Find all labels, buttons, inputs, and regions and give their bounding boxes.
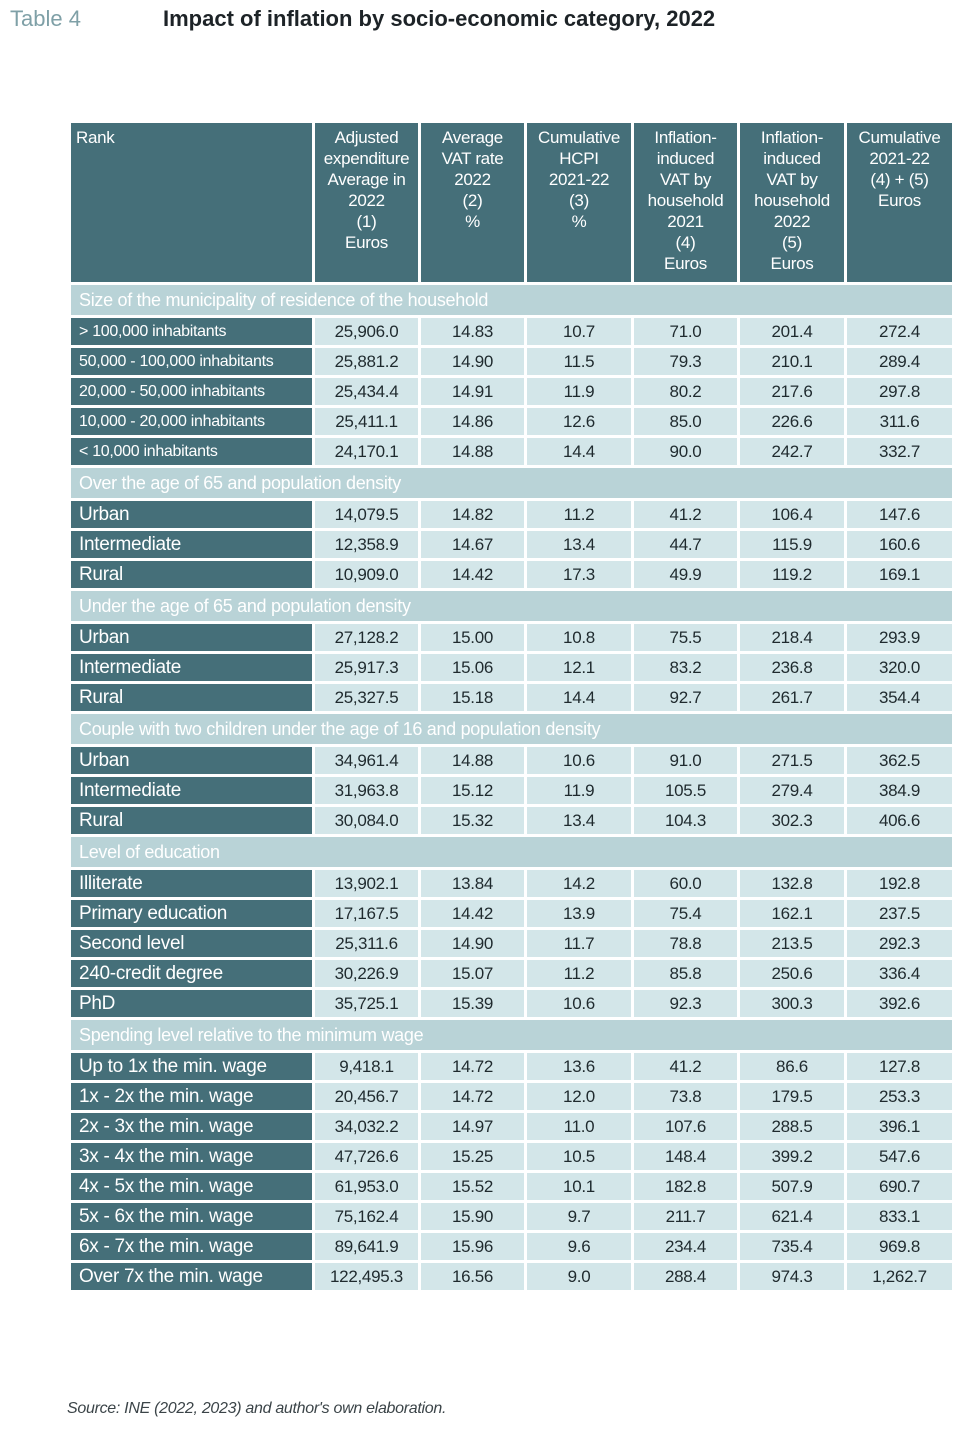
table-cell: 9.7 <box>526 1202 633 1232</box>
table-row <box>70 1172 954 1202</box>
table-cell: 332.7 <box>846 437 954 467</box>
section-row <box>70 467 954 500</box>
table-cell: 13.6 <box>526 1052 633 1082</box>
table-cell: 288.5 <box>739 1112 846 1142</box>
table-row <box>70 959 954 989</box>
table-cell: 14.4 <box>526 437 633 467</box>
table-cell: 15.52 <box>420 1172 526 1202</box>
table-cell: 735.4 <box>739 1232 846 1262</box>
table-cell: 80.2 <box>633 377 739 407</box>
table-cell: 15.39 <box>420 989 526 1019</box>
table-cell: 92.7 <box>633 683 739 713</box>
row-label: Rural <box>70 683 314 713</box>
table-cell: 160.6 <box>846 530 954 560</box>
table-cell: 13,902.1 <box>314 869 420 899</box>
table-cell: 34,961.4 <box>314 746 420 776</box>
table-cell: 12.6 <box>526 407 633 437</box>
table-cell: 14.2 <box>526 869 633 899</box>
table-cell: 14.88 <box>420 437 526 467</box>
section-row <box>70 284 954 317</box>
table-cell: 91.0 <box>633 746 739 776</box>
section-title: Level of education <box>70 836 954 869</box>
table-cell: 384.9 <box>846 776 954 806</box>
table-cell: 35,725.1 <box>314 989 420 1019</box>
table-row <box>70 806 954 836</box>
row-label: 4x - 5x the min. wage <box>70 1172 314 1202</box>
table-cell: 9.6 <box>526 1232 633 1262</box>
table-cell: 271.5 <box>739 746 846 776</box>
table-cell: 115.9 <box>739 530 846 560</box>
row-label: > 100,000 inhabitants <box>70 317 314 347</box>
table-cell: 289.4 <box>846 347 954 377</box>
table-row <box>70 1112 954 1142</box>
table-cell: 162.1 <box>739 899 846 929</box>
table-cell: 147.6 <box>846 500 954 530</box>
table-row <box>70 407 954 437</box>
table-cell: 16.56 <box>420 1262 526 1292</box>
table-cell: 132.8 <box>739 869 846 899</box>
table-cell: 75,162.4 <box>314 1202 420 1232</box>
table-cell: 11.9 <box>526 377 633 407</box>
table-cell: 234.4 <box>633 1232 739 1262</box>
table-cell: 13.84 <box>420 869 526 899</box>
table-cell: 12.1 <box>526 653 633 683</box>
inflation-impact-table <box>68 120 955 1293</box>
table-row <box>70 989 954 1019</box>
table-cell: 292.3 <box>846 929 954 959</box>
table-cell: 25,881.2 <box>314 347 420 377</box>
table-cell: 201.4 <box>739 317 846 347</box>
table-cell: 49.9 <box>633 560 739 590</box>
column-header-row <box>70 122 954 284</box>
table-row <box>70 653 954 683</box>
table-cell: 10,909.0 <box>314 560 420 590</box>
table-cell: 41.2 <box>633 500 739 530</box>
table-cell: 127.8 <box>846 1052 954 1082</box>
table-cell: 25,917.3 <box>314 653 420 683</box>
table-cell: 14.83 <box>420 317 526 347</box>
table-cell: 30,084.0 <box>314 806 420 836</box>
table-cell: 507.9 <box>739 1172 846 1202</box>
table-cell: 354.4 <box>846 683 954 713</box>
table-cell: 1,262.7 <box>846 1262 954 1292</box>
row-label: Primary education <box>70 899 314 929</box>
table-cell: 336.4 <box>846 959 954 989</box>
table-cell: 10.8 <box>526 623 633 653</box>
table-row <box>70 869 954 899</box>
table-cell: 15.07 <box>420 959 526 989</box>
table-cell: 20,456.7 <box>314 1082 420 1112</box>
table-cell: 14.90 <box>420 929 526 959</box>
table-cell: 210.1 <box>739 347 846 377</box>
row-label: Up to 1x the min. wage <box>70 1052 314 1082</box>
table-cell: 31,963.8 <box>314 776 420 806</box>
table-cell: 11.9 <box>526 776 633 806</box>
table-cell: 10.1 <box>526 1172 633 1202</box>
table-cell: 75.4 <box>633 899 739 929</box>
table-row <box>70 1142 954 1172</box>
table-cell: 218.4 <box>739 623 846 653</box>
section-row <box>70 713 954 746</box>
table-cell: 10.5 <box>526 1142 633 1172</box>
table-row <box>70 317 954 347</box>
table-cell: 297.8 <box>846 377 954 407</box>
table-cell: 169.1 <box>846 560 954 590</box>
row-label: Intermediate <box>70 653 314 683</box>
table-cell: 12,358.9 <box>314 530 420 560</box>
table-cell: 547.6 <box>846 1142 954 1172</box>
table-cell: 41.2 <box>633 1052 739 1082</box>
table-cell: 213.5 <box>739 929 846 959</box>
row-label: Urban <box>70 746 314 776</box>
section-title: Under the age of 65 and population density <box>70 590 954 623</box>
table-cell: 237.5 <box>846 899 954 929</box>
table-cell: 15.25 <box>420 1142 526 1172</box>
table-cell: 13.4 <box>526 806 633 836</box>
table-cell: 15.00 <box>420 623 526 653</box>
table-cell: 14.72 <box>420 1052 526 1082</box>
table-cell: 261.7 <box>739 683 846 713</box>
table-row <box>70 1262 954 1292</box>
table-cell: 621.4 <box>739 1202 846 1232</box>
table-row <box>70 683 954 713</box>
table-cell: 399.2 <box>739 1142 846 1172</box>
table-cell: 392.6 <box>846 989 954 1019</box>
table-cell: 14.4 <box>526 683 633 713</box>
table-cell: 14.82 <box>420 500 526 530</box>
table-cell: 11.2 <box>526 500 633 530</box>
row-label: 2x - 3x the min. wage <box>70 1112 314 1142</box>
table-cell: 690.7 <box>846 1172 954 1202</box>
table-cell: 14.88 <box>420 746 526 776</box>
table-cell: 217.6 <box>739 377 846 407</box>
section-row <box>70 590 954 623</box>
table-cell: 10.6 <box>526 746 633 776</box>
table-cell: 13.4 <box>526 530 633 560</box>
table-row <box>70 560 954 590</box>
row-label: Second level <box>70 929 314 959</box>
row-label: Urban <box>70 500 314 530</box>
table-cell: 14,079.5 <box>314 500 420 530</box>
section-title: Spending level relative to the minimum wage <box>70 1019 954 1052</box>
table-cell: 15.06 <box>420 653 526 683</box>
table-cell: 14.42 <box>420 560 526 590</box>
table-cell: 34,032.2 <box>314 1112 420 1142</box>
row-label: PhD <box>70 989 314 1019</box>
table-cell: 9,418.1 <box>314 1052 420 1082</box>
table-cell: 250.6 <box>739 959 846 989</box>
row-label: 10,000 - 20,000 inhabitants <box>70 407 314 437</box>
table-cell: 974.3 <box>739 1262 846 1292</box>
table-cell: 969.8 <box>846 1232 954 1262</box>
table-cell: 14.91 <box>420 377 526 407</box>
table-cell: 15.18 <box>420 683 526 713</box>
table-cell: 293.9 <box>846 623 954 653</box>
table-cell: 44.7 <box>633 530 739 560</box>
table-cell: 61,953.0 <box>314 1172 420 1202</box>
table-row <box>70 377 954 407</box>
table-cell: 288.4 <box>633 1262 739 1292</box>
table-cell: 85.8 <box>633 959 739 989</box>
table-cell: 25,906.0 <box>314 317 420 347</box>
table-row <box>70 899 954 929</box>
table-cell: 60.0 <box>633 869 739 899</box>
table-body <box>70 284 954 1292</box>
table-cell: 279.4 <box>739 776 846 806</box>
column-header-average-vat-rate: Average VAT rate 2022 (2) % <box>420 122 526 284</box>
table-row <box>70 623 954 653</box>
table-cell: 14.72 <box>420 1082 526 1112</box>
table-header <box>0 0 969 44</box>
table-row <box>70 530 954 560</box>
row-label: Urban <box>70 623 314 653</box>
row-label: Illiterate <box>70 869 314 899</box>
table-cell: 833.1 <box>846 1202 954 1232</box>
row-label: 5x - 6x the min. wage <box>70 1202 314 1232</box>
table-cell: 148.4 <box>633 1142 739 1172</box>
table-cell: 14.86 <box>420 407 526 437</box>
table-cell: 226.6 <box>739 407 846 437</box>
row-label: 6x - 7x the min. wage <box>70 1232 314 1262</box>
table-cell: 11.2 <box>526 959 633 989</box>
table-cell: 272.4 <box>846 317 954 347</box>
table-cell: 89,641.9 <box>314 1232 420 1262</box>
table-cell: 15.96 <box>420 1232 526 1262</box>
section-title: Couple with two children under the age of 16 and population density <box>70 713 954 746</box>
table-cell: 47,726.6 <box>314 1142 420 1172</box>
table-cell: 107.6 <box>633 1112 739 1142</box>
source-note: Source: INE (2022, 2023) and author's own elaboration. <box>67 1400 447 1417</box>
section-row <box>70 836 954 869</box>
section-title: Size of the municipality of residence of the household <box>70 284 954 317</box>
table-cell: 30,226.9 <box>314 959 420 989</box>
table-cell: 14.67 <box>420 530 526 560</box>
table-number-label: Table 4 <box>10 6 81 31</box>
table-cell: 12.0 <box>526 1082 633 1112</box>
table-cell: 242.7 <box>739 437 846 467</box>
table-cell: 24,170.1 <box>314 437 420 467</box>
column-header-vat-2022: Inflation- induced VAT by household 2022 (5) Euros <box>739 122 846 284</box>
table-cell: 11.0 <box>526 1112 633 1142</box>
table-cell: 396.1 <box>846 1112 954 1142</box>
table-row <box>70 500 954 530</box>
table-cell: 25,434.4 <box>314 377 420 407</box>
table-cell: 11.5 <box>526 347 633 377</box>
table-cell: 71.0 <box>633 317 739 347</box>
table-cell: 311.6 <box>846 407 954 437</box>
row-label: < 10,000 inhabitants <box>70 437 314 467</box>
table-cell: 106.4 <box>739 500 846 530</box>
table-cell: 25,411.1 <box>314 407 420 437</box>
row-label: 240-credit degree <box>70 959 314 989</box>
table-cell: 362.5 <box>846 746 954 776</box>
table-cell: 83.2 <box>633 653 739 683</box>
table-row <box>70 746 954 776</box>
table-cell: 15.12 <box>420 776 526 806</box>
column-header-cumulative-hcpi: Cumulative HCPI 2021-22 (3) % <box>526 122 633 284</box>
table-cell: 15.32 <box>420 806 526 836</box>
table-cell: 119.2 <box>739 560 846 590</box>
table-cell: 182.8 <box>633 1172 739 1202</box>
row-label: Intermediate <box>70 530 314 560</box>
column-header-cumulative-vat: Cumulative 2021-22 (4) + (5) Euros <box>846 122 954 284</box>
table-row <box>70 1052 954 1082</box>
table-title: Impact of inflation by socio-economic category, 2022 <box>163 6 716 31</box>
table-cell: 192.8 <box>846 869 954 899</box>
table-cell: 86.6 <box>739 1052 846 1082</box>
table-cell: 90.0 <box>633 437 739 467</box>
table-cell: 17,167.5 <box>314 899 420 929</box>
table-cell: 320.0 <box>846 653 954 683</box>
table-cell: 92.3 <box>633 989 739 1019</box>
table-cell: 14.42 <box>420 899 526 929</box>
table-cell: 14.90 <box>420 347 526 377</box>
table-cell: 300.3 <box>739 989 846 1019</box>
table-cell: 253.3 <box>846 1082 954 1112</box>
table-cell: 14.97 <box>420 1112 526 1142</box>
row-label: Over 7x the min. wage <box>70 1262 314 1292</box>
table-cell: 236.8 <box>739 653 846 683</box>
table-cell: 179.5 <box>739 1082 846 1112</box>
column-header-adjusted-expenditure: Adjusted expenditure Average in 2022 (1) Euros <box>314 122 420 284</box>
row-label: 3x - 4x the min. wage <box>70 1142 314 1172</box>
table-cell: 79.3 <box>633 347 739 377</box>
table-row <box>70 929 954 959</box>
table-cell: 104.3 <box>633 806 739 836</box>
row-label: Intermediate <box>70 776 314 806</box>
table-cell: 17.3 <box>526 560 633 590</box>
table-cell: 11.7 <box>526 929 633 959</box>
row-label: Rural <box>70 806 314 836</box>
table-cell: 78.8 <box>633 929 739 959</box>
table-cell: 9.0 <box>526 1262 633 1292</box>
table-cell: 25,311.6 <box>314 929 420 959</box>
table-cell: 73.8 <box>633 1082 739 1112</box>
table-cell: 27,128.2 <box>314 623 420 653</box>
row-label: 50,000 - 100,000 inhabitants <box>70 347 314 377</box>
table-row <box>70 437 954 467</box>
table-row <box>70 776 954 806</box>
section-title: Over the age of 65 and population density <box>70 467 954 500</box>
column-header-rank: Rank <box>70 122 314 284</box>
table-cell: 13.9 <box>526 899 633 929</box>
column-header-vat-2021: Inflation- induced VAT by household 2021 (4) Euros <box>633 122 739 284</box>
table-cell: 75.5 <box>633 623 739 653</box>
row-label: 20,000 - 50,000 inhabitants <box>70 377 314 407</box>
table-row <box>70 1232 954 1262</box>
table-cell: 25,327.5 <box>314 683 420 713</box>
table-row <box>70 1082 954 1112</box>
table-row <box>70 347 954 377</box>
table-cell: 122,495.3 <box>314 1262 420 1292</box>
table-cell: 302.3 <box>739 806 846 836</box>
table-cell: 15.90 <box>420 1202 526 1232</box>
row-label: 1x - 2x the min. wage <box>70 1082 314 1112</box>
row-label: Rural <box>70 560 314 590</box>
table-cell: 85.0 <box>633 407 739 437</box>
table-row <box>70 1202 954 1232</box>
table-cell: 105.5 <box>633 776 739 806</box>
table-cell: 10.7 <box>526 317 633 347</box>
table-cell: 10.6 <box>526 989 633 1019</box>
section-row <box>70 1019 954 1052</box>
table-cell: 406.6 <box>846 806 954 836</box>
table-cell: 211.7 <box>633 1202 739 1232</box>
